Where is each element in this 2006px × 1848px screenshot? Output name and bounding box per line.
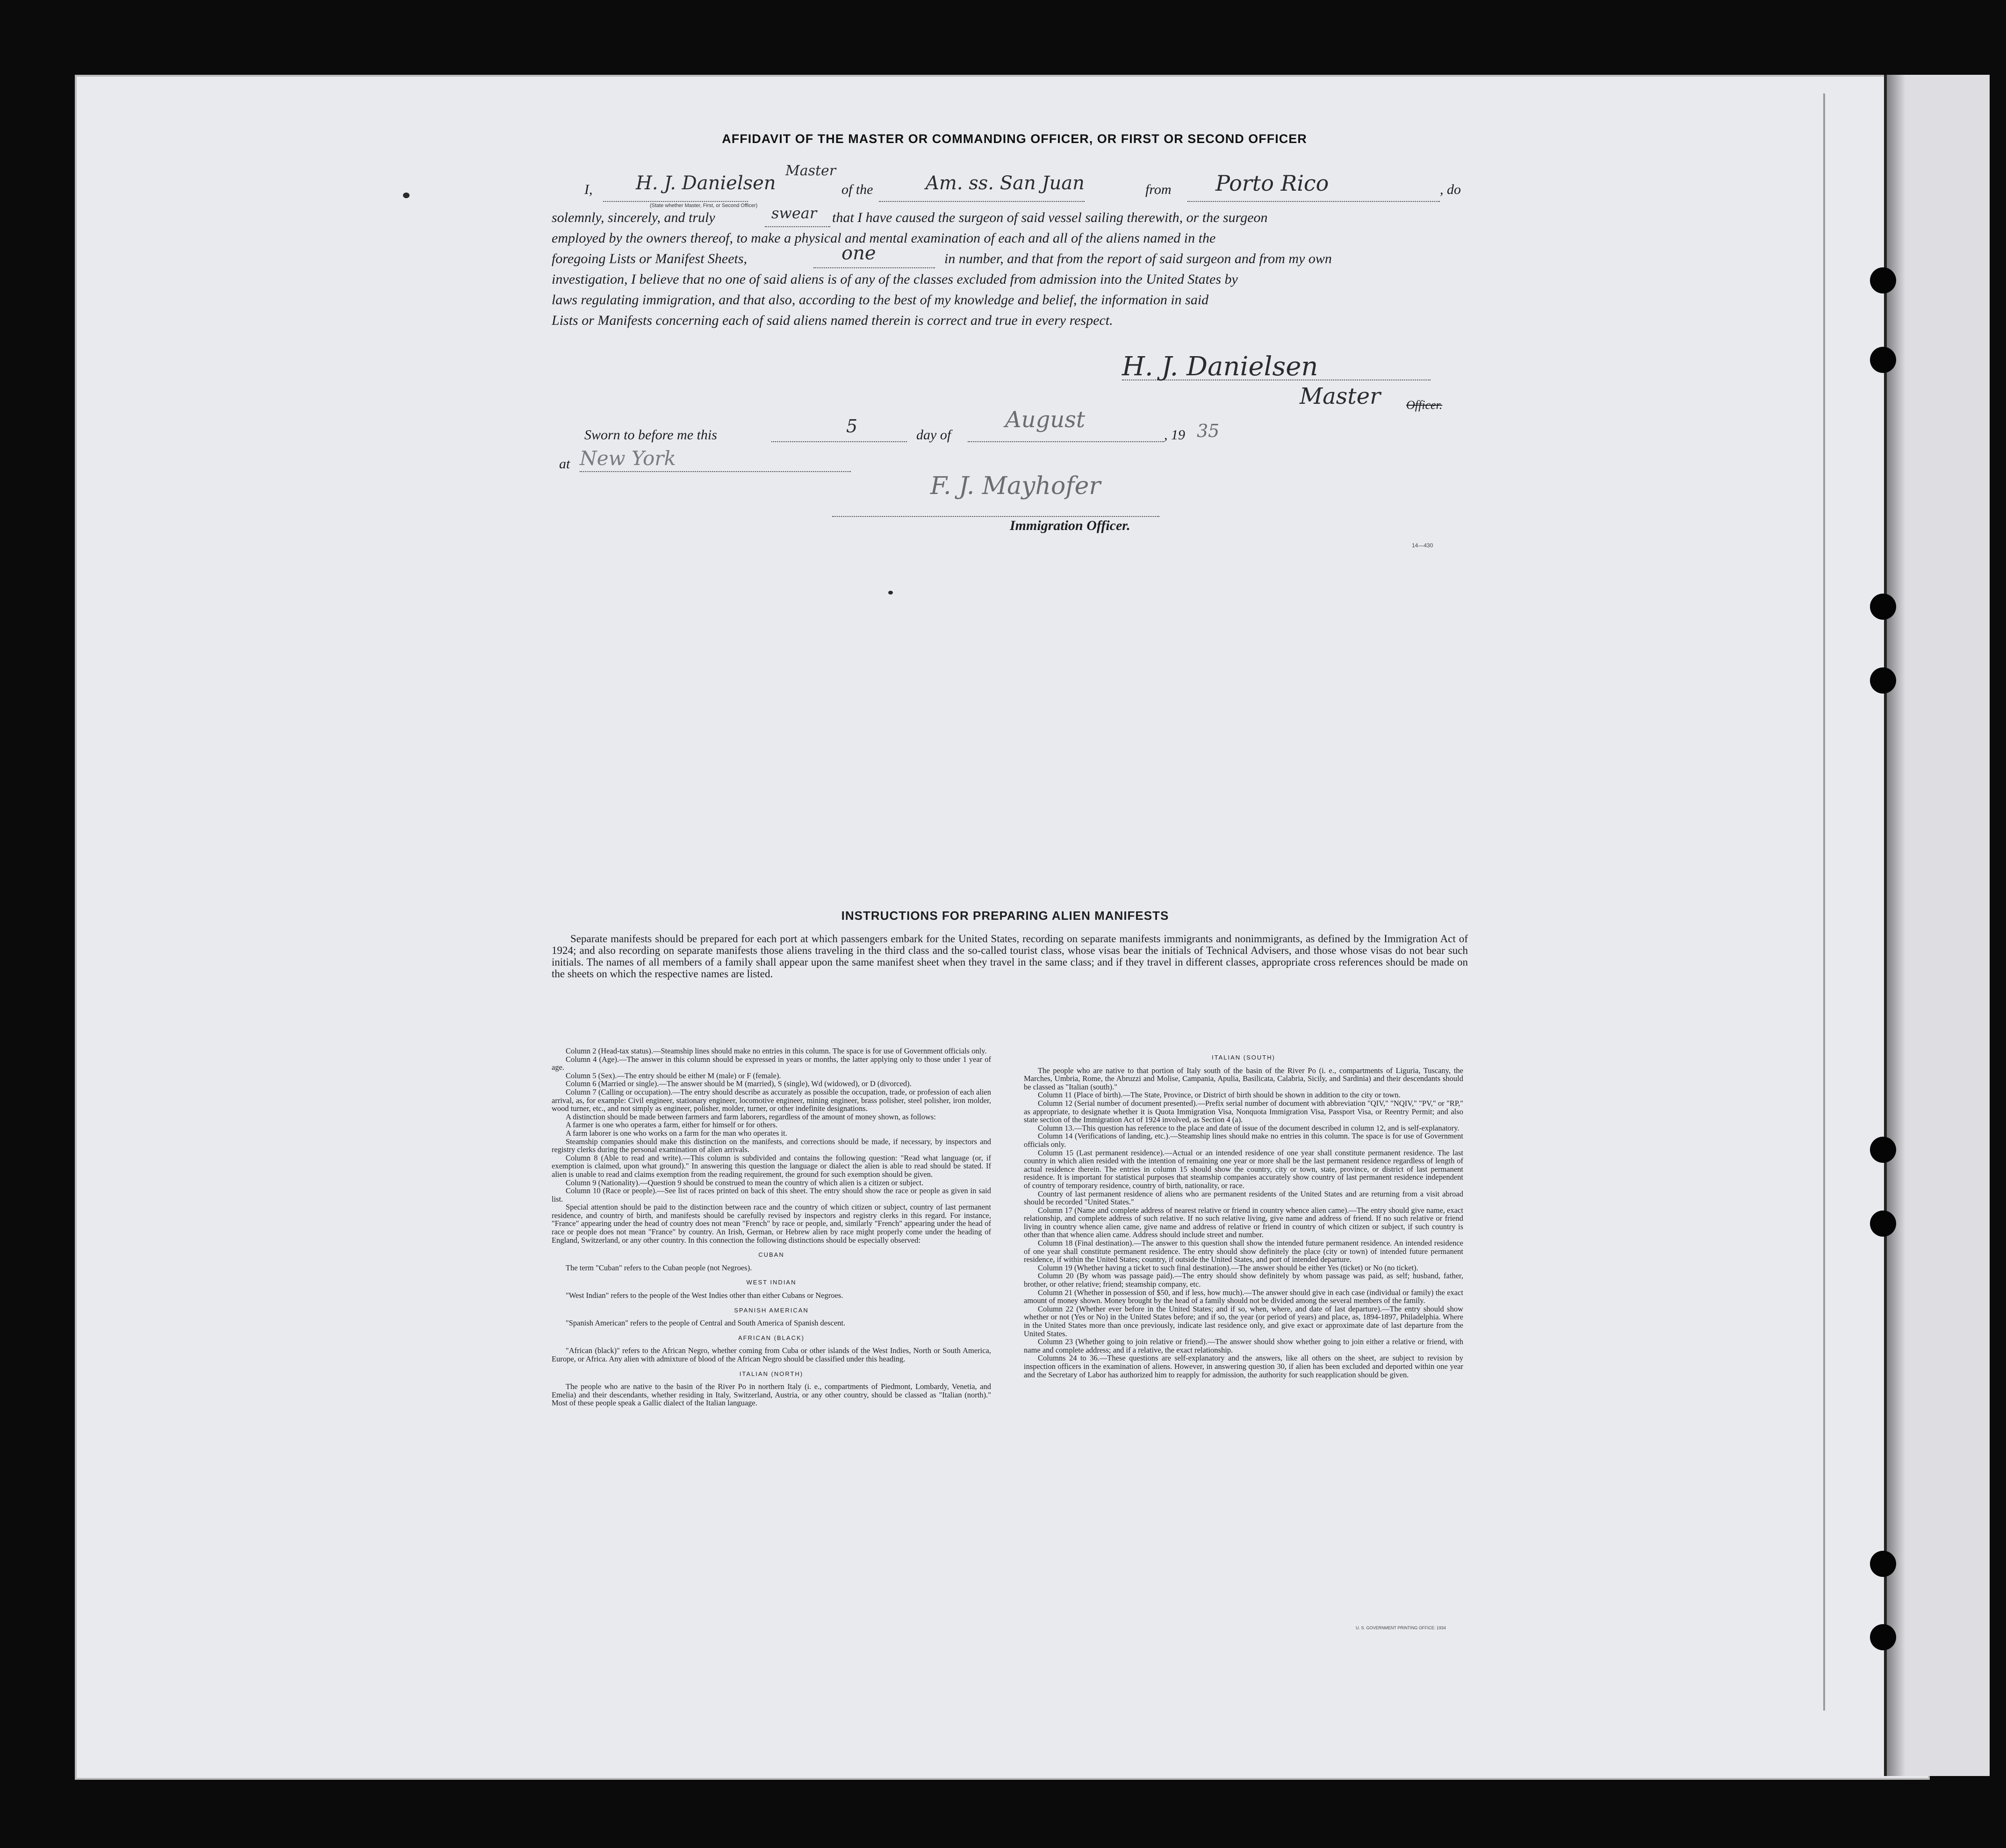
master-title-signature: Master xyxy=(1300,383,1381,409)
foregoing-text: foregoing Lists or Manifest Sheets, xyxy=(552,251,748,266)
instructions-title: INSTRUCTIONS FOR PREPARING ALIEN MANIFESTS xyxy=(841,909,1169,923)
instruction-paragraph: Column 21 (Whether in possession of $50, and if less, how much).—The answer should give in each case (individual or family) the exact amount of money shown. Money brought by the head of a family should not be divided among the several members of the family. xyxy=(1024,1288,1463,1305)
instruction-paragraph: Column 23 (Whether going to join relative or friend).—The answer should show whether going to join either a relative or friend, with name and complete address; and if a relative, the exact relationship. xyxy=(1024,1337,1463,1354)
affidavit-line-3: employed by the owners thereof, to make a physical and mental examination of each and all of the aliens named in the xyxy=(552,230,1216,246)
solemnly-text: solemnly, sincerely, and truly xyxy=(552,210,715,225)
punch-hole xyxy=(1870,594,1896,620)
instruction-paragraph: Column 17 (Name and complete address of nearest relative or friend in country whence alien came).—The entry should give name, exact relationship, and complete address of such relative. If no such relative living, give name and address of friend. If no such relative or friend living in country whence alien came, give name and address of relative or friend in country of which citizen or subject, if such country is other than that whence alien came. Address should include street and number. xyxy=(1024,1205,1463,1239)
sheet-count-line xyxy=(813,267,935,268)
instruction-paragraph: Column 6 (Married or single).—The answer should be M (married), S (single), Wd (widowed), or D (divorced). xyxy=(566,1079,912,1089)
punch-hole xyxy=(1870,347,1896,373)
punch-hole xyxy=(1870,667,1896,694)
punch-hole xyxy=(1870,1137,1896,1163)
sworn-day: 5 xyxy=(846,416,858,437)
sworn-place: New York xyxy=(580,447,676,470)
instruction-paragraph: Special attention should be paid to the distinction between race and the country of which citizen or subject, country of last permanent residence, and country of birth, and manifests should be carefully revised by inspectors and registry clerks in this regard. For instance, "France" appearing under the head of country does not mean "French" by race or people, and, similarly "French" appearing under the head of race or people does not mean "France" by country. An Irish, German, or Hebrew alien by race might properly come under the heading of England, Switzerland, or any other country. In this connection the following distinctions should be especially observed: xyxy=(552,1203,991,1245)
instruction-heading: ITALIAN (NORTH) xyxy=(739,1370,804,1377)
master-signature: H. J. Danielsen xyxy=(1122,351,1318,382)
instruction-paragraph: Column 10 (Race or people).—See list of races printed on back of this sheet. The entry should show the race or people as given in said list. xyxy=(552,1186,991,1203)
i-label: I, xyxy=(584,182,593,197)
sworn-year: 35 xyxy=(1197,421,1220,441)
affidavit-title: AFFIDAVIT OF THE MASTER OR COMMANDING OFFICER, OR FIRST OR SECOND OFFICER xyxy=(722,132,1307,146)
affidavit-line-7: Lists or Manifests concerning each of said aliens named therein is correct and true in every respect. xyxy=(552,313,1113,328)
instruction-paragraph: Columns 24 to 36.—These questions are self-explanatory and the answers, like all others on the sheet, are subject to revision by inspection officers in the examination of aliens. However, in answering question 30, if alien has been excluded and deported within one year and the Secretary of Labor has authorized him to reapply for admission, the authority for such reapplication should be given. xyxy=(1024,1354,1463,1379)
instruction-paragraph: Column 13.—This question has reference to the place and date of issue of the document described in column 12, and is self-explanatory. xyxy=(1038,1123,1460,1132)
immigration-officer-signature: F. J. Mayhofer xyxy=(930,472,1101,500)
printing-office-note: U. S. GOVERNMENT PRINTING OFFICE: 1934 xyxy=(1356,1626,1446,1630)
do-label: , do xyxy=(1440,182,1461,197)
instruction-paragraph: Country of last permanent residence of aliens who are permanent residents of the United States and are returning from a visit abroad should be recorded "United States." xyxy=(1024,1189,1463,1207)
master-title-handwritten: Master xyxy=(785,163,836,179)
affidavit-line-5: investigation, I believe that no one of said aliens is of any of the classes excluded from admission into the United States by xyxy=(552,272,1238,287)
sworn-label: Sworn to before me this xyxy=(584,427,717,443)
instructions-right-column xyxy=(1024,1047,1463,1379)
at-label: at xyxy=(559,456,570,472)
instruction-paragraph: Column 12 (Serial number of document presented).—Prefix serial number of document with abbreviation "QIV," "NQIV," "PV," or "RP," as appropriate, to designate whether it is Quota Immigration Visa, Nonquota Immigration Visa, Passport Visa, or Reentry Permit; and also state section of the Immigration Act of 1924 involved, as Section 4 (a). xyxy=(1024,1098,1463,1125)
punch-hole xyxy=(1870,1551,1896,1577)
state-officer-note: (State whether Master, First, or Second Officer) xyxy=(650,203,758,208)
instructions-intro: Separate manifests should be prepared for each port at which passengers embark for the United States, recording on separate manifests immigrants and nonimmigrants, as defined by the Immigration Act of 1924; and also recording on separate manifests those aliens traveling in the third class and the so-called tourist class, whose visas bear the initials of Technical Advisers, and those whose visas do not bear such initials. The names of all members of a family shall appear upon the same manifest sheet when they travel in the same class; and if they travel in different classes, appropriate cross references should be made on the sheets on which the respective names are listed. xyxy=(552,933,1468,980)
month-line xyxy=(968,441,1164,442)
instruction-paragraph: Column 4 (Age).—The answer in this column should be expressed in years or months, the latter applying only to those under 1 year of age. xyxy=(552,1054,991,1072)
instruction-paragraph: Column 9 (Nationality).—Question 9 should be construed to mean the country of which alien is a citizen or subject. xyxy=(566,1178,924,1187)
vessel-name: Am. ss. San Juan xyxy=(926,172,1085,194)
adjacent-page-edge xyxy=(1884,75,1990,1776)
instruction-paragraph: A distinction should be made between farmers and farm laborers, regardless of the amount of money shown, as follows: xyxy=(566,1112,936,1121)
affidavit-line-4 xyxy=(552,243,1468,269)
instruction-paragraph: Column 14 (Verifications of landing, etc.).—Steamship lines should make no entries in this column. The space is for use of Government officials only. xyxy=(1024,1132,1463,1149)
instruction-paragraph: Column 18 (Final destination).—The answer to this question shall show the intended future permanent residence. An intended residence of one year shall constitute permanent residence. The entry should show definitely the place (city or town) of intended future permanent residence, if within the United States; country, if outside the United States, and port of intended departure. xyxy=(1024,1239,1463,1264)
affidavit-line-6: laws regulating immigration, and that also, according to the best of my knowledge and belief, the information in said xyxy=(552,292,1209,308)
instruction-paragraph: The people who are native to the basin of the River Po in northern Italy (i. e., compartments of Piedmont, Lombardy, Venetia, and Emelia) and their descendants, whether residing in Italy, Switzerland, Austria, or any other country, should be classed as "Italian (north)." Most of these people speak a Gallic dialect of the Italian language. xyxy=(552,1382,991,1408)
instructions-left-column xyxy=(552,1047,991,1407)
surgeon-text: that I have caused the surgeon of said vessel sailing therewith, or the surgeon xyxy=(832,210,1268,225)
officer-label: Officer. xyxy=(1406,398,1443,412)
of-the-label: of the xyxy=(841,182,873,197)
instruction-paragraph: The people who are native to that portion of Italy south of the basin of the River Po (i. e., compartments of Liguria, Tuscany, the Marches, Umbria, Rome, the Abruzzi and Molise, Campania, Apulia, Basilicata, Calabria, Sicily, and Sardinia) and their descendants should be classed as "Italian (south)." xyxy=(1024,1066,1463,1091)
instruction-paragraph: Column 15 (Last permanent residence).—Actual or an intended residence of one year shall constitute permanent residence. The last country in which alien resided with the intention of remaining one year or more shall be the last permanent residence regardless of length of actual residence therein. The entries in column 15 should show the country, city or town, state, province, or district of last permanent residence. It is important for statistical purposes that steamship companies accurately show country of last permanent residence independent of country of temporary residence, country of birth, nationality, or race. xyxy=(1024,1148,1463,1190)
form-number: 14—430 xyxy=(1412,542,1433,549)
instruction-heading: WEST INDIAN xyxy=(746,1279,797,1286)
punch-hole xyxy=(1870,1211,1896,1237)
instruction-heading: CUBAN xyxy=(758,1251,784,1259)
instruction-paragraph: Column 20 (By whom was passage paid).—The entry should show definitely by whom passage was paid, as self; husband, father, brother, or other relative; friend; steamship company, etc. xyxy=(1024,1271,1463,1289)
year-prefix: , 19 xyxy=(1164,427,1185,443)
instruction-paragraph: Column 22 (Whether ever before in the United States; and if so, when, where, and date of last departure).—The entry should show whether or not (Yes or No) in the United States before; and if so, the year (or period of years) and place, as, 1894-1897, Philadelphia. Where in the United States more than once previously, indicate last residence only, and give exact or approximate date of last departure from the United States. xyxy=(1024,1304,1463,1338)
in-number-text: in number, and that from the report of said surgeon and from my own xyxy=(944,251,1332,266)
oath-line xyxy=(765,226,830,227)
day-line xyxy=(771,441,907,442)
sworn-month: August xyxy=(1005,407,1086,433)
instruction-paragraph: Column 8 (Able to read and write).—This column is subdivided and contains the following question: "Read what language (or, if exemption is claimed, upon what ground)." In answering this question the language or dialect the alien is able to read should be stated. If alien is unable to read and claims exemption from the reading requirement, the ground for such exemption should be given. xyxy=(552,1153,991,1179)
immigration-officer-line xyxy=(832,516,1159,517)
vessel-line xyxy=(879,201,1085,202)
instruction-heading: SPANISH AMERICAN xyxy=(734,1306,809,1314)
day-of-label: day of xyxy=(916,427,951,443)
instruction-paragraph: Column 5 (Sex).—The entry should be either M (male) or F (female). xyxy=(566,1071,781,1080)
departure-port: Porto Rico xyxy=(1215,171,1329,196)
punch-hole xyxy=(1870,1624,1896,1650)
instruction-paragraph: A farmer is one who operates a farm, either for himself or for others. xyxy=(566,1120,778,1130)
instruction-paragraph: Column 19 (Whether having a ticket to such final destination).—The answer should be either Yes (ticket) or No (no ticket). xyxy=(1038,1263,1418,1272)
port-line xyxy=(1187,201,1440,202)
punch-hole xyxy=(1870,267,1896,294)
place-line xyxy=(580,471,851,472)
instruction-heading: AFRICAN (BLACK) xyxy=(738,1334,805,1341)
instruction-paragraph: Column 2 (Head-tax status).—Steamship lines should make no entries in this column. The space is for use of Government officials only. xyxy=(566,1046,987,1055)
instruction-paragraph: Column 7 (Calling or occupation).—The entry should describe as accurately as possible the occupation, trade, or profession of each alien arrival, as, for example: Civil engineer, stationary engineer, locomotive engineer, mining engineer, brass polisher, steel polisher, iron molder, wood turner, etc., and not simply as engineer, polisher, molder, turner, or other indefinite designations. xyxy=(552,1087,991,1113)
instruction-paragraph: The term "Cuban" refers to the Cuban people (not Negroes). xyxy=(566,1263,752,1272)
master-name-line xyxy=(603,201,748,202)
oath-word: swear xyxy=(771,204,817,222)
immigration-officer-label: Immigration Officer. xyxy=(1010,518,1130,533)
sheet-count: one xyxy=(841,243,876,264)
page-fold-rule xyxy=(1823,93,1825,1711)
instruction-paragraph: A farm laborer is one who works on a farm for the man who operates it. xyxy=(566,1128,787,1138)
instruction-paragraph: "Spanish American" refers to the people of Central and South America of Spanish descent. xyxy=(566,1318,846,1328)
ink-spot xyxy=(403,193,410,198)
instruction-heading: ITALIAN (SOUTH) xyxy=(1212,1054,1275,1061)
master-name: H. J. Danielsen xyxy=(636,172,776,194)
ink-spot xyxy=(888,591,893,595)
instruction-paragraph: "African (black)" refers to the African Negro, whether coming from Cuba or other islands of the West Indies, North or South America, Europe, or Africa. Any alien with admixture of blood of the African Negro should be classified under this heading. xyxy=(552,1346,991,1363)
instruction-paragraph: Column 11 (Place of birth).—The State, Province, or District of birth should be shown in addition to the city or town. xyxy=(1038,1090,1401,1100)
from-label: from xyxy=(1145,182,1172,197)
instruction-paragraph: Steamship companies should make this distinction on the manifests, and corrections should be made, if necessary, by inspectors and registry clerks during the personal examination of alien arrivals. xyxy=(552,1137,991,1154)
instruction-paragraph: "West Indian" refers to the people of the West Indies other than either Cubans or Negroes. xyxy=(566,1291,843,1300)
